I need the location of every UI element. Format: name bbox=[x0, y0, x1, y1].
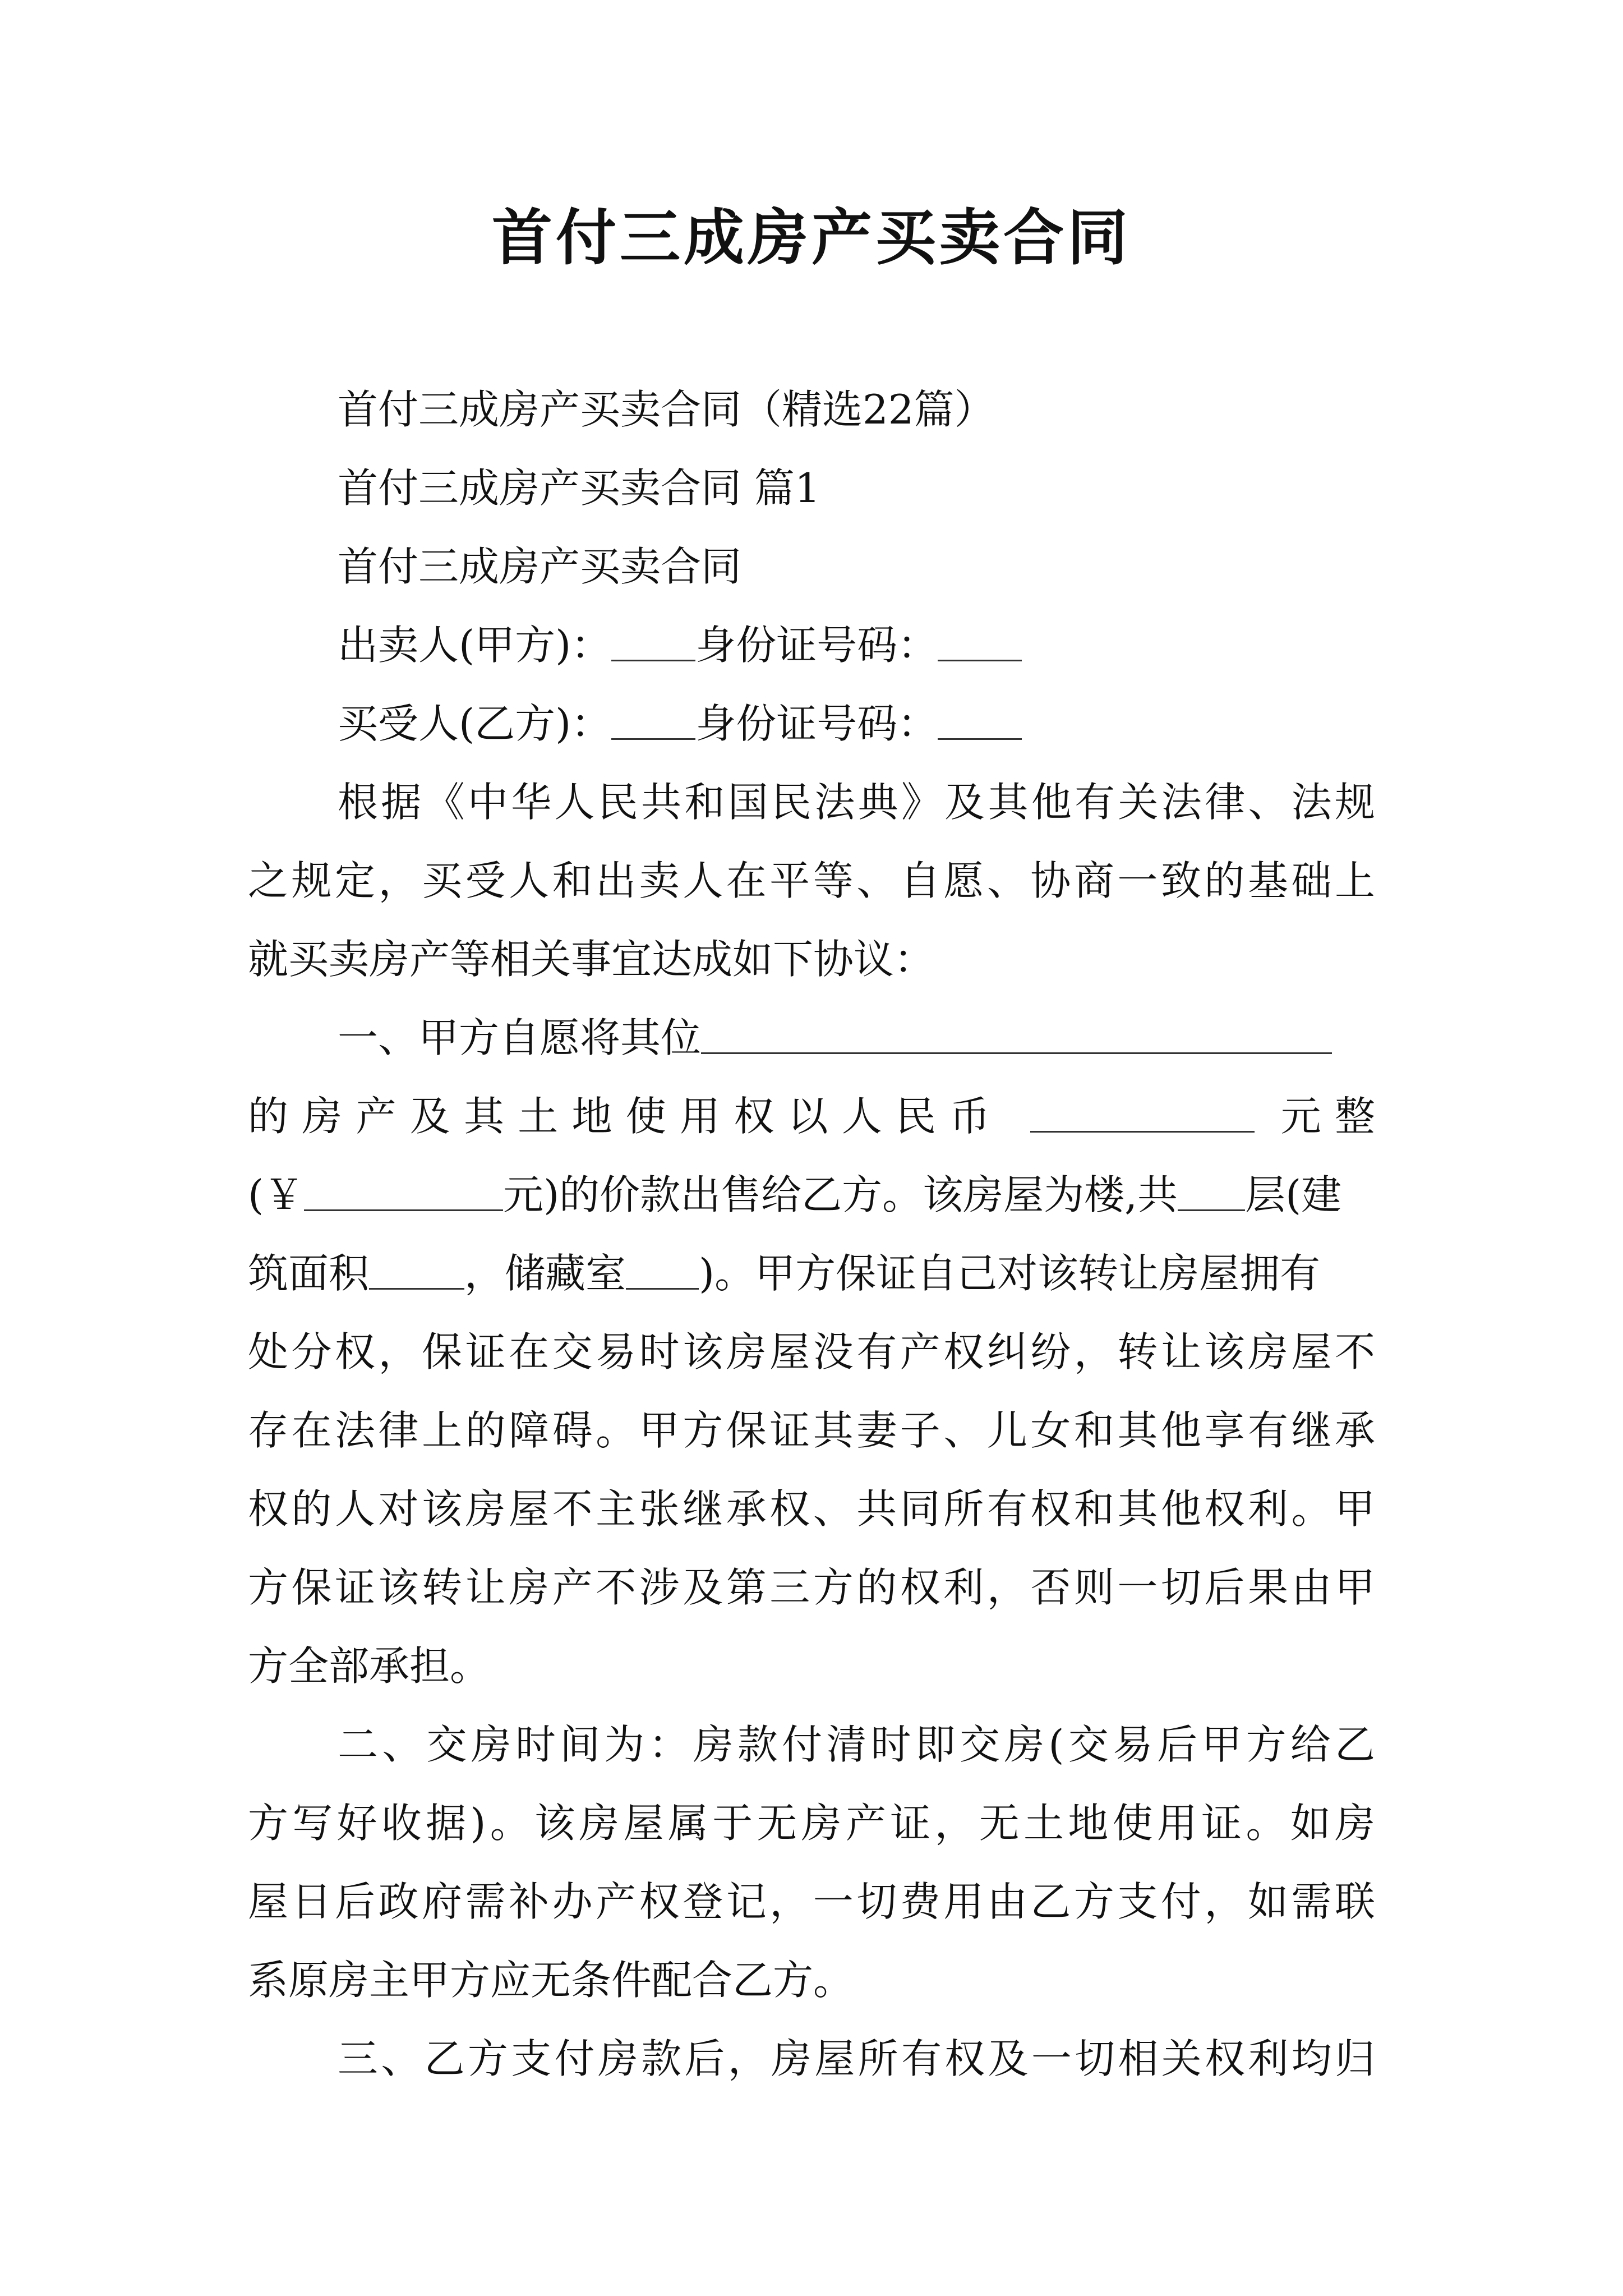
collection-title: 首付三成房产买卖合同（精选22篇） bbox=[338, 386, 995, 433]
seller-line bbox=[248, 606, 1375, 684]
clause2-line: 屋日后政府需补办产权登记，一切费用由乙方支付，如需联 bbox=[248, 1878, 1375, 1925]
seller-label: 出卖人(甲方)： bbox=[338, 622, 612, 669]
clause1-ownership-text: )。甲方保证自己对该转让房屋拥有 bbox=[699, 1250, 1321, 1297]
buyer-label: 买受人(乙方)： bbox=[338, 700, 612, 747]
clause3-line: 三、乙方支付房款后，房屋所有权及一切相关权利均归 bbox=[338, 2035, 1375, 2082]
clause2-line: 系原房主甲方应无条件配合乙方。 bbox=[248, 1957, 854, 2004]
chapter-heading: 首付三成房产买卖合同 篇1 bbox=[338, 464, 820, 512]
clause1-line: 方保证该转让房产不涉及第三方的权利，否则一切后果由甲 bbox=[248, 1564, 1375, 1611]
clause1-line bbox=[248, 999, 1375, 1077]
storage-blank bbox=[626, 1243, 699, 1290]
clause2-line: 二、交房时间为：房款付清时即交房(交易后甲方给乙 bbox=[338, 1721, 1375, 1768]
yen-label: (￥ bbox=[248, 1171, 305, 1218]
clause1-line bbox=[248, 1234, 1375, 1313]
area-label: 筑面积 bbox=[248, 1250, 370, 1297]
clause1-line: 方全部承担。 bbox=[248, 1642, 491, 1690]
buyer-id-blank bbox=[938, 693, 1022, 740]
preamble-line: 就买卖房产等相关事宜达成如下协议： bbox=[248, 936, 935, 983]
preamble-line: 之规定，买受人和出卖人在平等、自愿、协商一致的基础上 bbox=[248, 857, 1375, 904]
document-body bbox=[248, 370, 1375, 2098]
clause1-line: 处分权，保证在交易时该房屋没有产权纠纷，转让该房屋不 bbox=[248, 1328, 1375, 1375]
clause1-line: 权的人对该房屋不主张继承权、共同所有权和其他权利。甲 bbox=[248, 1485, 1375, 1533]
yen-blank bbox=[304, 1165, 503, 1211]
storage-label: ，储藏室 bbox=[464, 1250, 626, 1297]
contract-title-line: 首付三成房产买卖合同 bbox=[338, 543, 742, 590]
clause1-line bbox=[248, 1156, 1375, 1234]
location-blank bbox=[701, 1007, 1332, 1054]
preamble-line: 根据《中华人民共和国民法典》及其他有关法律、法规 bbox=[338, 779, 1375, 826]
clause1-location-label: 一、甲方自愿将其位 bbox=[338, 1014, 702, 1061]
seller-id-blank bbox=[938, 615, 1022, 661]
clause1-line: 存在法律上的障碍。甲方保证其妻子、儿女和其他享有继承 bbox=[248, 1407, 1375, 1454]
clause1-price-label: 的房产及其土地使用权以人民币 bbox=[248, 1093, 1004, 1140]
clause2-line: 方写好收据)。该房屋属于无房产证，无土地使用证。如房 bbox=[248, 1800, 1375, 1847]
clause1-price-unit: 元整 bbox=[1280, 1093, 1375, 1140]
price-blank bbox=[1030, 1086, 1255, 1133]
floor-blank bbox=[1178, 1165, 1245, 1211]
seller-name-blank bbox=[611, 615, 695, 661]
clause1-floor-unit: 层(建 bbox=[1245, 1171, 1342, 1218]
area-blank bbox=[369, 1243, 464, 1290]
buyer-name-blank bbox=[611, 693, 695, 740]
clause1-floor-text: 元)的价款出售给乙方。该房屋为楼,共 bbox=[503, 1171, 1178, 1218]
buyer-id-label: 身份证号码： bbox=[695, 700, 938, 747]
buyer-line bbox=[248, 684, 1375, 763]
document-title: 首付三成房产买卖合同 bbox=[491, 203, 1131, 273]
seller-id-label: 身份证号码： bbox=[695, 622, 938, 669]
clause1-line bbox=[248, 1077, 1375, 1156]
